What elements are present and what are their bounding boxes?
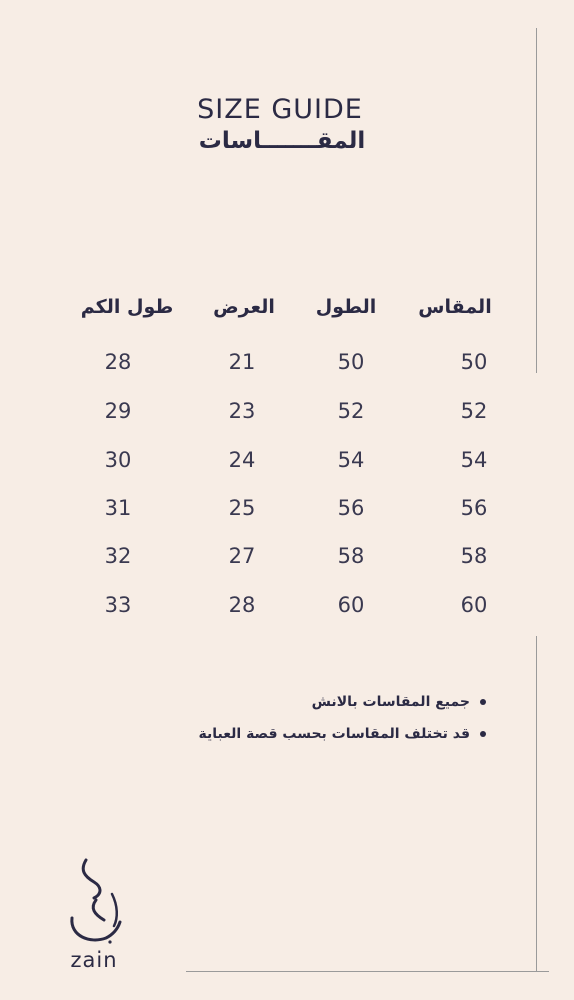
note-text: جميع المقاسات بالانش [311,694,470,710]
calligraphy-logo-icon [66,856,126,948]
column-header-length: الطول [315,296,377,318]
table-cell: 58 [337,544,365,568]
brand-logo [66,856,126,976]
table-cell: 28 [228,593,256,617]
column-header-size: المقاس [418,296,492,318]
table-cell: 60 [337,593,365,617]
table-cell: 52 [460,399,488,423]
table-cell: 24 [228,448,256,472]
table-cell: 50 [337,350,365,374]
page-subtitle: المقـــــــاسات [198,128,366,154]
column-header-sleeve-length: طول الكم [80,296,174,318]
divider-horizontal-bottom [186,971,549,972]
table-cell: 28 [104,350,132,374]
table-cell: 31 [104,496,132,520]
table-cell: 60 [460,593,488,617]
bullet-icon [480,731,486,737]
notes-list [199,694,486,758]
table-cell: 25 [228,496,256,520]
list-item [199,694,486,710]
table-cell: 32 [104,544,132,568]
table-cell: 56 [460,496,488,520]
note-text: قد تختلف المقاسات بحسب قصة العباية [198,726,470,742]
bullet-icon [480,699,486,705]
table-cell: 54 [337,448,365,472]
list-item [199,726,486,742]
table-cell: 29 [104,399,132,423]
table-cell: 21 [228,350,256,374]
table-cell: 30 [104,448,132,472]
table-cell: 50 [460,350,488,374]
brand-name: zain [70,948,118,972]
column-header-width: العرض [213,296,275,318]
table-cell: 56 [337,496,365,520]
table-cell: 52 [337,399,365,423]
table-cell: 33 [104,593,132,617]
table-cell: 58 [460,544,488,568]
table-cell: 23 [228,399,256,423]
page-title: SIZE GUIDE [197,94,363,125]
table-cell: 54 [460,448,488,472]
divider-vertical-bottom [536,636,537,971]
table-cell: 27 [228,544,256,568]
